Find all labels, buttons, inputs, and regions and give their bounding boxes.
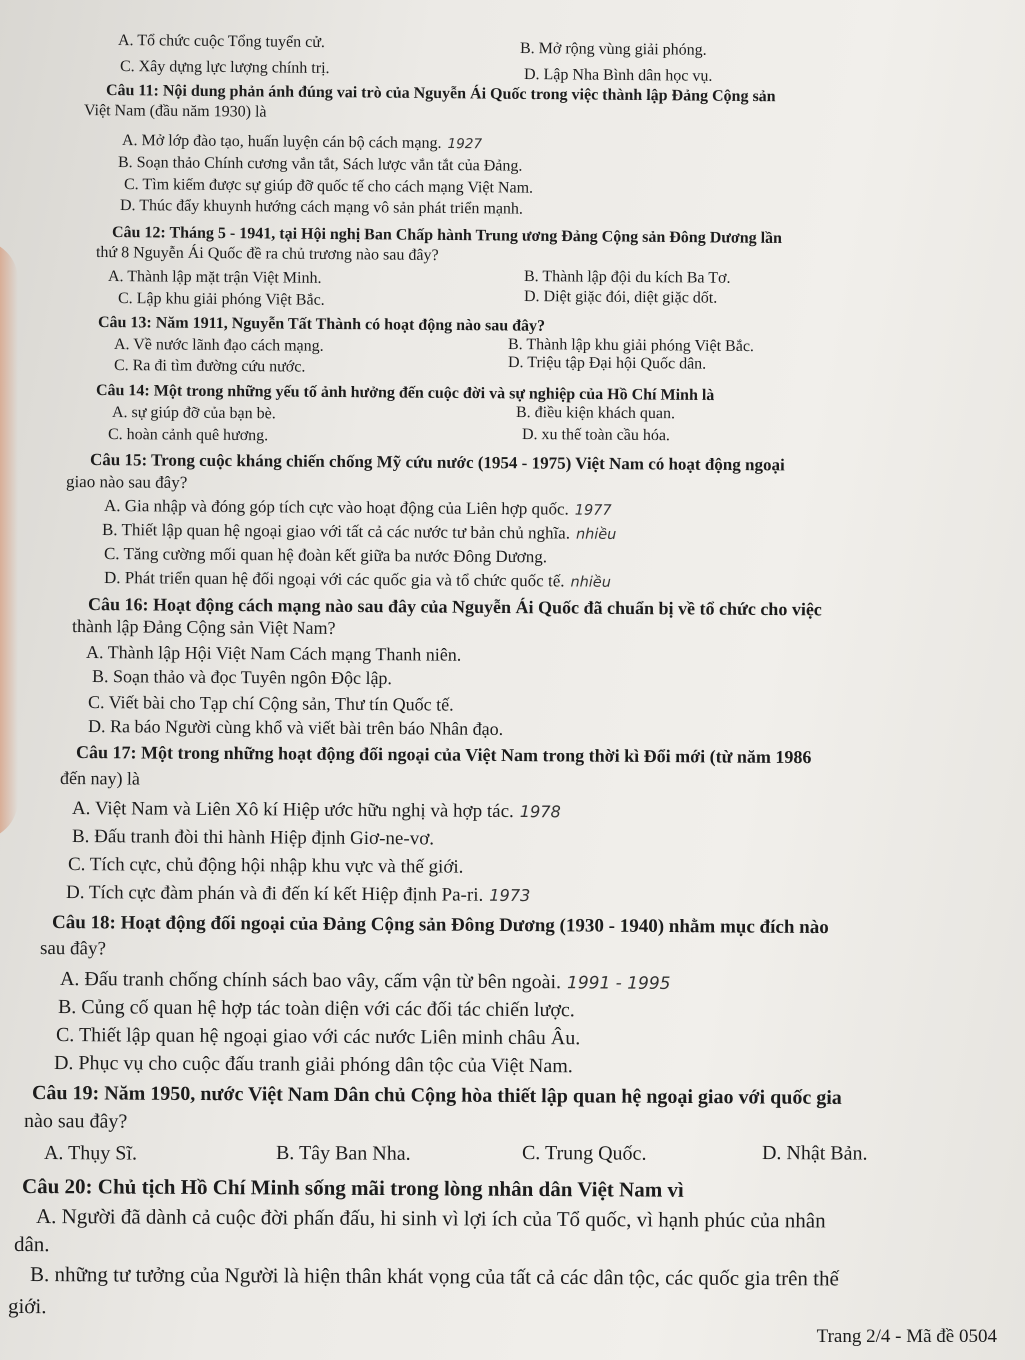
text-line xyxy=(120,197,523,219)
text-line xyxy=(66,472,187,493)
line-text: C. Tìm kiếm được sự giúp đỡ quốc tế cho cách mạng Việt Nam. xyxy=(123,176,534,197)
text-line xyxy=(68,854,464,879)
text-line xyxy=(104,496,612,520)
text-line xyxy=(524,66,713,86)
line-text: C. Trung Quốc. xyxy=(521,1142,647,1165)
line-text: đến nay) là xyxy=(59,768,141,789)
line-text: C. Viết bài cho Tạp chí Cộng sản, Thư tín Quốc tế. xyxy=(87,692,454,715)
line-text: D. Phục vụ cho cuộc đấu tranh giải phóng dân tộc của Việt Nam. xyxy=(53,1052,573,1078)
line-text: B. Thành lập đội du kích Ba Tơ. xyxy=(523,268,731,287)
text-line xyxy=(104,544,547,567)
line-text: Câu 18: Hoạt động đối ngoại của Đảng Cộng sản Đông Dương (1930 - 1940) nhằm mục đích nào xyxy=(51,912,829,939)
text-line xyxy=(44,1142,137,1166)
text-line xyxy=(60,968,671,995)
line-text: giao nào sau đây? xyxy=(65,472,188,492)
text-line xyxy=(96,244,439,265)
line-text: Câu 13: Năm 1911, Nguyễn Tất Thành có hoạt động nào sau đây? xyxy=(97,314,546,335)
line-text: thứ 8 Nguyễn Ái Quốc đề ra chủ trương nào sau đây? xyxy=(95,244,439,265)
line-text: A. Đấu tranh chống chính sách bao vây, cấm vận từ bên ngoài. xyxy=(59,968,562,994)
text-line xyxy=(108,268,322,288)
text-line xyxy=(24,1110,127,1134)
text-line xyxy=(72,826,434,850)
text-line xyxy=(90,450,785,475)
line-text: Câu 15: Trong cuộc kháng chiến chống Mỹ cứu nước (1954 - 1975) Việt Nam có hoạt động ngoại xyxy=(89,450,785,475)
text-line xyxy=(88,716,503,740)
line-text: A. Người đã dành cả cuộc đời phấn đấu, hi sinh vì lợi ích của Tổ quốc, vì hạnh phúc của nhân xyxy=(35,1204,826,1233)
text-line xyxy=(30,1262,839,1291)
line-text: sau đây? xyxy=(39,938,107,960)
line-text: B. Tây Ban Nha. xyxy=(275,1142,411,1165)
text-line xyxy=(276,1142,411,1166)
text-line xyxy=(60,768,140,790)
line-text: A. Gia nhập và đóng góp tích cực vào hoạt động của Liên hợp quốc. xyxy=(103,496,569,519)
text-line xyxy=(118,32,325,52)
handwritten-note: 1973 xyxy=(489,885,531,906)
text-line xyxy=(762,1142,868,1166)
line-text: A. Thành lập mặt trận Việt Minh. xyxy=(107,268,322,287)
text-line xyxy=(508,336,754,356)
line-text: A. Mở lớp đào tạo, huấn luyện cán bộ cách mạng. xyxy=(121,132,442,152)
text-line xyxy=(40,938,106,960)
line-text: C. Ra đi tìm đường cứu nước. xyxy=(113,357,306,376)
text-line xyxy=(516,404,675,423)
text-line xyxy=(76,742,812,768)
line-text: A. sự giúp đỡ của bạn bè. xyxy=(111,404,276,423)
text-line xyxy=(14,1232,50,1257)
line-text: A. Về nước lãnh đạo cách mạng. xyxy=(113,336,324,355)
text-line xyxy=(120,58,330,78)
text-line xyxy=(22,1174,684,1203)
line-text: dân. xyxy=(13,1232,50,1257)
line-text: C. Tích cực, chủ động hội nhập khu vực và thế giới. xyxy=(67,854,464,878)
line-text: B. Thành lập khu giải phóng Việt Bắc. xyxy=(507,336,755,356)
text-line xyxy=(102,520,617,544)
text-line xyxy=(122,132,482,153)
text-line xyxy=(104,568,611,592)
line-text: B. Mở rộng vùng giải phóng. xyxy=(519,40,707,59)
line-text: nào sau đây? xyxy=(23,1110,128,1133)
line-text: D. Lập Nha Bình dân học vụ. xyxy=(523,66,713,85)
line-text: D. Phát triển quan hệ đối ngoại với các quốc gia và tổ chức quốc tế. xyxy=(103,568,565,591)
handwritten-note: nhiều xyxy=(570,574,611,591)
line-text: B. những tư tưởng của Người là hiện thân khát vọng của tất cả các dân tộc, các quốc gia trên thế xyxy=(29,1262,839,1291)
line-text: A. Việt Nam và Liên Xô kí Hiệp ước hữu nghị và hợp tác. xyxy=(71,798,514,823)
line-text: Câu 20: Chủ tịch Hồ Chí Minh sống mãi trong lòng nhân dân Việt Nam vì xyxy=(21,1174,684,1202)
text-line xyxy=(112,404,276,423)
text-line xyxy=(66,882,531,907)
handwritten-note: 1927 xyxy=(447,135,483,153)
line-text: C. hoàn cảnh quê hương. xyxy=(107,426,269,445)
text-line xyxy=(118,290,325,310)
line-text: giới. xyxy=(7,1294,47,1319)
text-line xyxy=(54,1052,573,1078)
text-line xyxy=(32,1082,842,1110)
line-text: D. Diệt giặc đói, diệt giặc dốt. xyxy=(523,288,718,307)
text-line xyxy=(8,1294,47,1319)
line-text: Câu 11: Nội dung phản ánh đúng vai trò của Nguyễn Ái Quốc trong việc thành lập Đảng Cộng sản xyxy=(105,82,776,106)
line-text: C. Lập khu giải phóng Việt Bắc. xyxy=(117,290,325,309)
text-line xyxy=(84,102,267,122)
handwritten-note: 1978 xyxy=(519,802,561,822)
handwritten-note: 1977 xyxy=(574,502,612,519)
text-line xyxy=(56,1024,580,1050)
text-line xyxy=(88,692,454,716)
line-text: Câu 16: Hoạt động cách mạng nào sau đây của Nguyễn Ái Quốc đã chuẩn bị về tổ chức cho việc xyxy=(87,594,822,620)
line-text: B. Đấu tranh đòi thi hành Hiệp định Giơ-ne-vơ. xyxy=(71,826,435,850)
text-line xyxy=(114,336,324,356)
line-text: Câu 14: Một trong những yếu tố ảnh hưởng đến cuộc đời và sự nghiệp của Hồ Chí Minh là xyxy=(95,382,715,405)
line-text: C. Tăng cường mối quan hệ đoàn kết giữa ba nước Đông Dương. xyxy=(103,544,548,567)
handwritten-note: nhiều xyxy=(575,526,617,543)
line-text: A. Tổ chức cuộc Tổng tuyển cử. xyxy=(117,32,325,51)
line-text: D. Ra báo Người cùng khổ và viết bài trên báo Nhân đạo. xyxy=(87,716,504,739)
line-text: C. Thiết lập quan hệ ngoại giao với các nước Liên minh châu Âu. xyxy=(55,1024,581,1050)
text-line xyxy=(524,268,731,288)
text-line xyxy=(124,176,533,198)
line-text: Câu 12: Tháng 5 - 1941, tại Hội nghị Ban Chấp hành Trung ương Đảng Cộng sản Đông Dương lần xyxy=(111,224,783,247)
line-text: thành lập Đảng Cộng sản Việt Nam? xyxy=(71,616,336,638)
line-text: D. Nhật Bản. xyxy=(761,1142,868,1165)
line-text: D. xu thế toàn cầu hóa. xyxy=(521,426,671,445)
line-text: C. Xây dựng lực lượng chính trị. xyxy=(119,58,330,77)
text-line xyxy=(108,426,268,445)
text-line xyxy=(114,357,306,377)
line-text: B. Thiết lập quan hệ ngoại giao với tất cả các nước tư bản chủ nghĩa. xyxy=(101,520,571,543)
page-footer: Trang 2/4 - Mã đề 0504 xyxy=(816,1326,997,1347)
line-text: D. Triệu tập Đại hội Quốc dân. xyxy=(507,354,707,373)
text-line xyxy=(72,616,336,639)
text-line xyxy=(118,154,523,176)
line-text: D. Tích cực đàm phán và đi đến kí kết Hiệp định Pa-ri. xyxy=(65,882,484,906)
text-line xyxy=(92,666,392,689)
line-text: Câu 19: Năm 1950, nước Việt Nam Dân chủ Cộng hòa thiết lập quan hệ ngoại giao với quốc gia xyxy=(31,1082,842,1109)
text-line xyxy=(36,1204,826,1233)
line-text: B. Soạn thảo Chính cương vắn tắt, Sách lược vắn tắt của Đảng. xyxy=(117,154,523,175)
line-text: B. điều kiện khách quan. xyxy=(515,404,676,423)
text-line xyxy=(524,288,717,308)
text-line xyxy=(72,798,561,823)
text-line xyxy=(86,642,462,666)
text-line xyxy=(96,382,714,405)
text-line xyxy=(522,426,670,445)
text-line xyxy=(522,1142,647,1166)
handwritten-note: 1991 - 1995 xyxy=(566,973,671,994)
line-text: B. Củng cố quan hệ hợp tác toàn diện với các đối tác chiến lược. xyxy=(57,996,575,1022)
line-text: Việt Nam (đầu năm 1930) là xyxy=(83,102,267,121)
line-text: D. Thúc đẩy khuynh hướng cách mạng vô sản phát triển mạnh. xyxy=(119,197,524,218)
line-text: B. Soạn thảo và đọc Tuyên ngôn Độc lập. xyxy=(91,666,393,689)
text-line xyxy=(520,40,707,60)
text-line xyxy=(508,354,706,374)
line-text: A. Thành lập Hội Việt Nam Cách mạng Thanh niên. xyxy=(85,642,462,665)
line-text: A. Thụy Sĩ. xyxy=(43,1142,138,1165)
text-line xyxy=(98,314,545,336)
line-text: Câu 17: Một trong những hoạt động đối ngoại của Việt Nam trong thời kì Đổi mới (từ năm 1986 xyxy=(75,742,812,768)
text-line xyxy=(52,912,829,939)
text-line xyxy=(58,996,575,1022)
